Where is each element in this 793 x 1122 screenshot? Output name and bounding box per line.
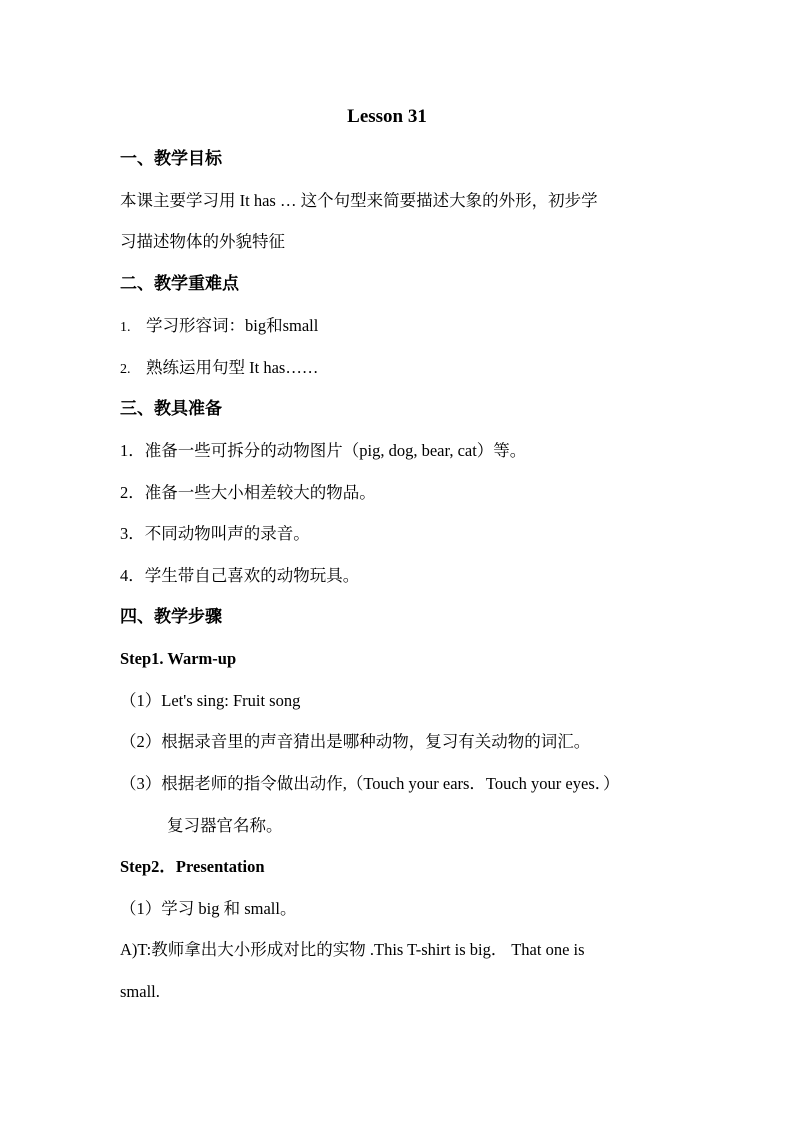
materials-item-1: 1．准备一些可拆分的动物图片（pig, dog, bear, cat）等。	[120, 441, 527, 460]
objectives-line-2: 习描述物体的外貌特征	[120, 232, 285, 251]
materials-item-4: 4．学生带自己喜欢的动物玩具。	[120, 566, 360, 585]
step1-item-3: （3）根据老师的指令做出动作,（Touch your ears．Touch your eyes．）	[120, 774, 620, 793]
step1-item-3-continuation: 复习器官名称。	[167, 816, 283, 835]
step2-line-a: A)T:教师拿出大小形成对比的实物 .This T-shirt is big． That one is	[120, 940, 585, 959]
objectives-line-1: 本课主要学习用 It has … 这个句型来简要描述大象的外形，初步学	[120, 191, 598, 210]
section-heading-key-points: 二、教学重难点	[120, 274, 239, 293]
key-point-item-1	[120, 316, 318, 338]
section-heading-procedure: 四、教学步骤	[120, 607, 222, 626]
step1-title: Step1. Warm-up	[120, 649, 237, 668]
step2-line-a-continuation: small.	[120, 982, 160, 1001]
lesson-title: Lesson 31	[347, 106, 427, 127]
section-heading-materials: 三、教具准备	[120, 399, 222, 418]
section-heading-objectives: 一、教学目标	[120, 149, 222, 168]
key-point-item-2	[120, 358, 318, 380]
key-point-number: 2.	[120, 362, 131, 377]
step2-item-1: （1）学习 big 和 small。	[120, 899, 297, 918]
key-point-number: 1.	[120, 320, 131, 335]
materials-item-2: 2．准备一些大小相差较大的物品。	[120, 483, 376, 502]
step1-item-2: （2）根据录音里的声音猜出是哪种动物，复习有关动物的词汇。	[120, 732, 591, 751]
step1-item-1: （1）Let's sing: Fruit song	[120, 691, 301, 710]
step2-title: Step2．Presentation	[120, 857, 265, 876]
key-point-text: 学习形容词：big和small	[146, 316, 319, 335]
key-point-text: 熟练运用句型 It has……	[146, 358, 319, 377]
materials-item-3: 3．不同动物叫声的录音。	[120, 524, 310, 543]
